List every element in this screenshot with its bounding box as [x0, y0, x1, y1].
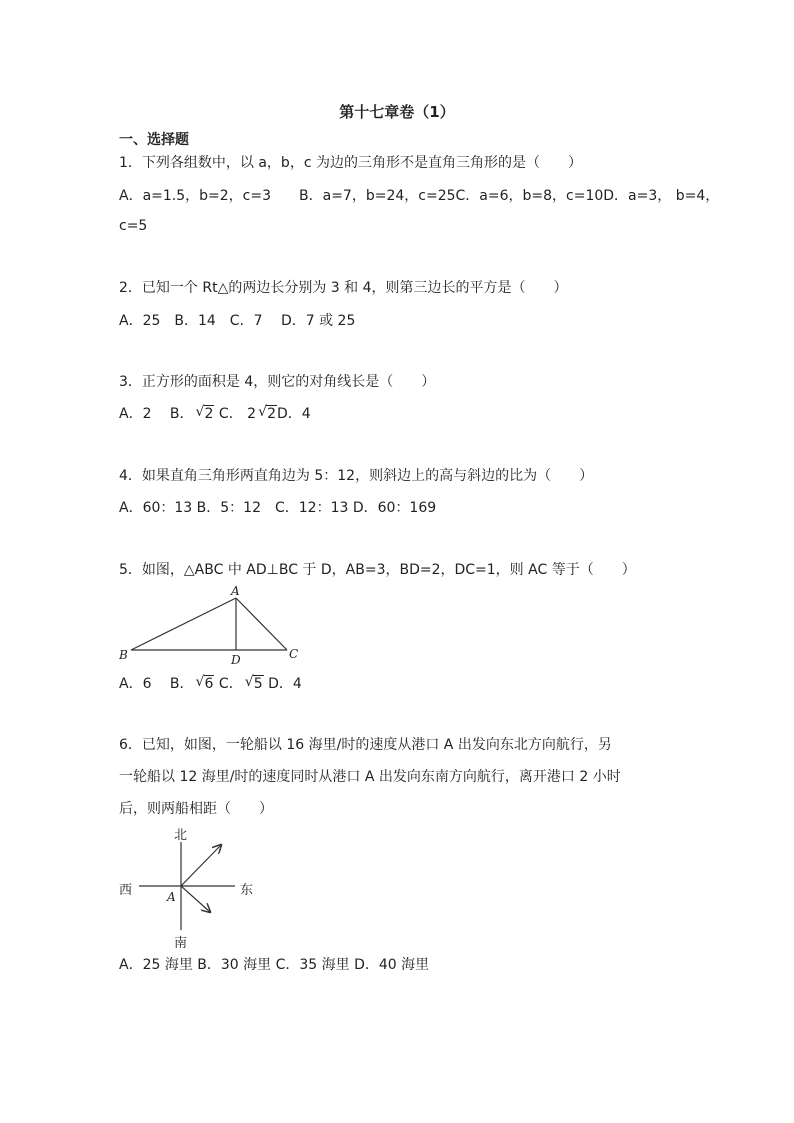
section-heading: 一、选择题 [119, 132, 189, 148]
sqrt-2-b: √ 2 [195, 404, 214, 422]
sqrt-5: √ 5 [244, 674, 263, 692]
question-1-stem: 1．下列各组数中，以 a，b，c 为边的三角形不是直角三角形的是（ ） [119, 155, 582, 171]
label-east: 东 [240, 883, 254, 898]
label-c: C [289, 647, 299, 661]
label-a: A [231, 584, 240, 598]
label-b: B [119, 648, 128, 662]
question-1-options: A．a=1.5，b=2，c=3 B．a=7，b=24，c=25C．a=6，b=8，c=10D．a=3， b=4， [119, 188, 720, 204]
option-c-label: C． [214, 406, 243, 422]
option-a-b-text: A．6 B． [119, 676, 194, 692]
label-origin-a: A [167, 890, 176, 904]
label-north: 北 [174, 828, 188, 843]
question-1-options-cont: c=5 [119, 218, 148, 234]
question-6-stem-line-1: 6．已知，如图，一轮船以 16 海里/时的速度从港口 A 出发向东北方向航行，另 [119, 737, 612, 753]
page-title: 第十七章卷（1） [339, 103, 455, 121]
option-a-b-text: A．2 B． [119, 406, 194, 422]
question-6-stem-line-3: 后，则两船相距（ ） [119, 801, 273, 817]
label-south: 南 [174, 936, 188, 951]
question-4-stem: 4．如果直角三角形两直角边为 5：12，则斜边上的高与斜边的比为（ ） [119, 468, 594, 484]
label-west: 西 [119, 883, 133, 898]
option-c-coef: 2 [247, 406, 257, 422]
question-6-stem-line-2: 一轮船以 12 海里/时的速度同时从港口 A 出发向东南方向航行，离开港口 2 小时 [119, 769, 621, 785]
sqrt-6: √ 6 [195, 674, 214, 692]
option-d-text: D．4 [263, 676, 302, 692]
label-d: D [231, 653, 241, 667]
question-6-options: A．25 海里 B．30 海里 C．35 海里 D．40 海里 [119, 957, 430, 973]
northeast-arrow [181, 845, 221, 886]
question-3-stem: 3．正方形的面积是 4，则它的对角线长是（ ） [119, 374, 436, 390]
question-4-options: A．60：13 B．5：12 C．12：13 D．60：169 [119, 500, 437, 516]
question-2-stem: 2．已知一个 Rt△的两边长分别为 3 和 4，则第三边长的平方是（ ） [119, 280, 568, 296]
question-2-options: A．25 B．14 C．7 D．7 或 25 [119, 313, 356, 329]
question-5-stem: 5．如图，△ABC 中 AD⊥BC 于 D，AB=3，BD=2，DC=1，则 AC 等于（ ） [119, 562, 636, 578]
option-d-text: D．4 [277, 406, 311, 422]
southeast-arrow [181, 886, 210, 912]
option-c-label: C． [214, 676, 243, 692]
sqrt-2-c: √ 2 [258, 404, 276, 422]
